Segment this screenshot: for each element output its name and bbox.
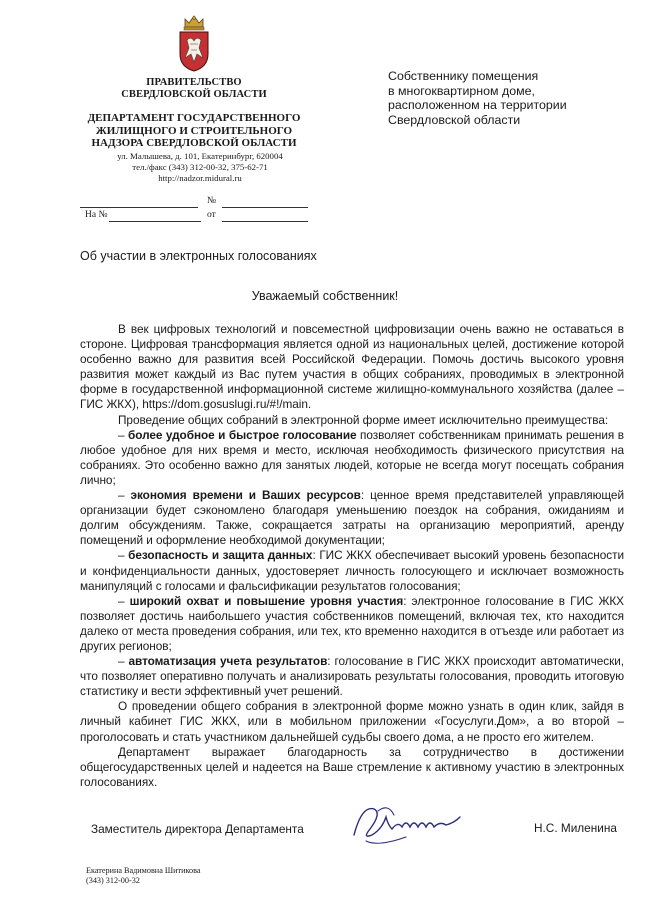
address-block <box>110 151 290 184</box>
recipient-block <box>388 69 608 127</box>
reply-to-label: На № <box>85 210 108 220</box>
department-line-3: НАДЗОРА СВЕРДЛОВСКОЙ ОБЛАСТИ <box>91 137 297 149</box>
letter-subject: Об участии в электронных голосованиях <box>80 249 317 263</box>
coat-of-arms-emblem <box>177 14 211 72</box>
advantage-item: – безопасность и защита данных: ГИС ЖКХ обеспечивает высокий уровень безопасности и конфиденциальности данных, удостоверяет личность голосующего и исключает возможность манипуляций с голосами и фальсификации результатов голосования; <box>80 548 624 593</box>
reply-number-line <box>109 210 201 222</box>
department-line-1: ДЕПАРТАМЕНТ ГОСУДАРСТВЕННОГО <box>87 112 301 124</box>
paragraph-how-to: О проведении общего собрания в электронной форме можно узнать в один клик, зайдя в личный кабинет ГИС ЖКХ, или в мобильном приложении «Госуслуги.Дом», а во второй – проголосовать и стать участником дальнейшей судьбы своего дома, а не просто его жителем. <box>80 699 624 744</box>
outgoing-number-date-line <box>80 196 198 208</box>
signatory-name: Н.С. Миленина <box>534 821 617 835</box>
signatory-title: Заместитель директора Департамента <box>91 822 304 836</box>
advantage-title: более удобное и быстрое голосование <box>128 427 357 442</box>
executor-name: Екатерина Вадимовна Шитикова <box>86 866 201 875</box>
paragraph-intro: В век цифровых технологий и повсеместной цифровизации очень важно не оставаться в стороне. Цифровая трансформация является одной из национальных целей, достижение которой особенно важно для развития всей Российской Федерации. Помочь достичь высокого уровня развития может каждый из Вас путем участия в общих собраниях, проводимых в электронной форме в государственной информационной системе жилищно-коммунального хозяйства (далее – ГИС ЖКХ), https://dom.gosuslugi.ru/#!/main. <box>80 322 624 412</box>
reply-date-line <box>222 210 308 222</box>
advantage-item: – экономия времени и Ваших ресурсов: ценное время представителей управляющей организации будет сэкономлено благодаря уменьшению поездок на собрания, ожиданиям и долгим обсуждениям. Также, сокращается затраты на организацию мероприятий, аренду помещений и оформление необходимой документации; <box>80 488 624 548</box>
address-line: ул. Малышева, д. 101, Екатеринбург, 620004 <box>117 151 283 161</box>
from-label: от <box>207 210 216 220</box>
website-line: http://nadzor.midural.ru <box>158 173 242 183</box>
recipient-line: расположенном на территории <box>388 98 567 113</box>
advantage-item: – широкий охват и повышение уровня участия: электронное голосование в ГИС ЖКХ позволяет достичь наибольшего участия собственников помещений, включая тех, кто находится далеко от места проведения собрания, или тех, кто временно находится в отъезде или работает из других регионов; <box>80 593 624 653</box>
department-line-2: ЖИЛИЩНОГО И СТРОИТЕЛЬНОГО <box>95 124 293 137</box>
advantage-item: – более удобное и быстрое голосование позволяет собственникам принимать решения в любое удобное для них время и место, исключая необходимость физического присутствия на собраниях. Это особенно важно для занятых людей, которые не всегда могут посещать собрания лично; <box>80 427 624 487</box>
outgoing-number-line <box>222 196 308 208</box>
letter-body <box>80 322 624 790</box>
salutation: Уважаемый собственник! <box>251 289 399 303</box>
department-name <box>72 112 316 150</box>
phone-line: тел./факс (343) 312-00-32, 375-62-71 <box>132 162 268 172</box>
recipient-line: в многоквартирном доме, <box>388 83 535 98</box>
government-line-2: СВЕРДЛОВСКОЙ ОБЛАСТИ <box>121 89 267 100</box>
executor-phone: (343) 312-00-32 <box>86 876 140 885</box>
recipient-line: Свердловской области <box>388 112 521 127</box>
paragraph-advantages: Проведение общих собраний в электронной форме имеет исключительно преимущества: <box>118 412 609 427</box>
government-name <box>100 77 288 101</box>
advantage-title: экономия времени и Ваших ресурсов <box>130 488 361 503</box>
recipient-line: Собственнику помещения <box>388 69 539 83</box>
advantage-title: безопасность и защита данных <box>128 548 313 563</box>
advantage-title: широкий охват и повышение уровня участия <box>129 593 404 608</box>
government-line-1: ПРАВИТЕЛЬСТВО <box>146 77 242 88</box>
advantage-title: автоматизация учета результатов <box>128 654 328 669</box>
advantage-item: – автоматизация учета результатов: голосование в ГИС ЖКХ происходит автоматически, что позволяет оперативно получать и анализировать результаты голосования, проводить итоговую статистику и вести эффективный учет решений. <box>80 654 624 699</box>
handwritten-signature <box>348 795 474 853</box>
paragraph-gratitude: Департамент выражает благодарность за сотрудничество в достижении общегосударственных целей и надеется на Ваше стремление к активному участию в электронных голосованиях. <box>80 744 624 789</box>
number-label: № <box>207 196 217 206</box>
